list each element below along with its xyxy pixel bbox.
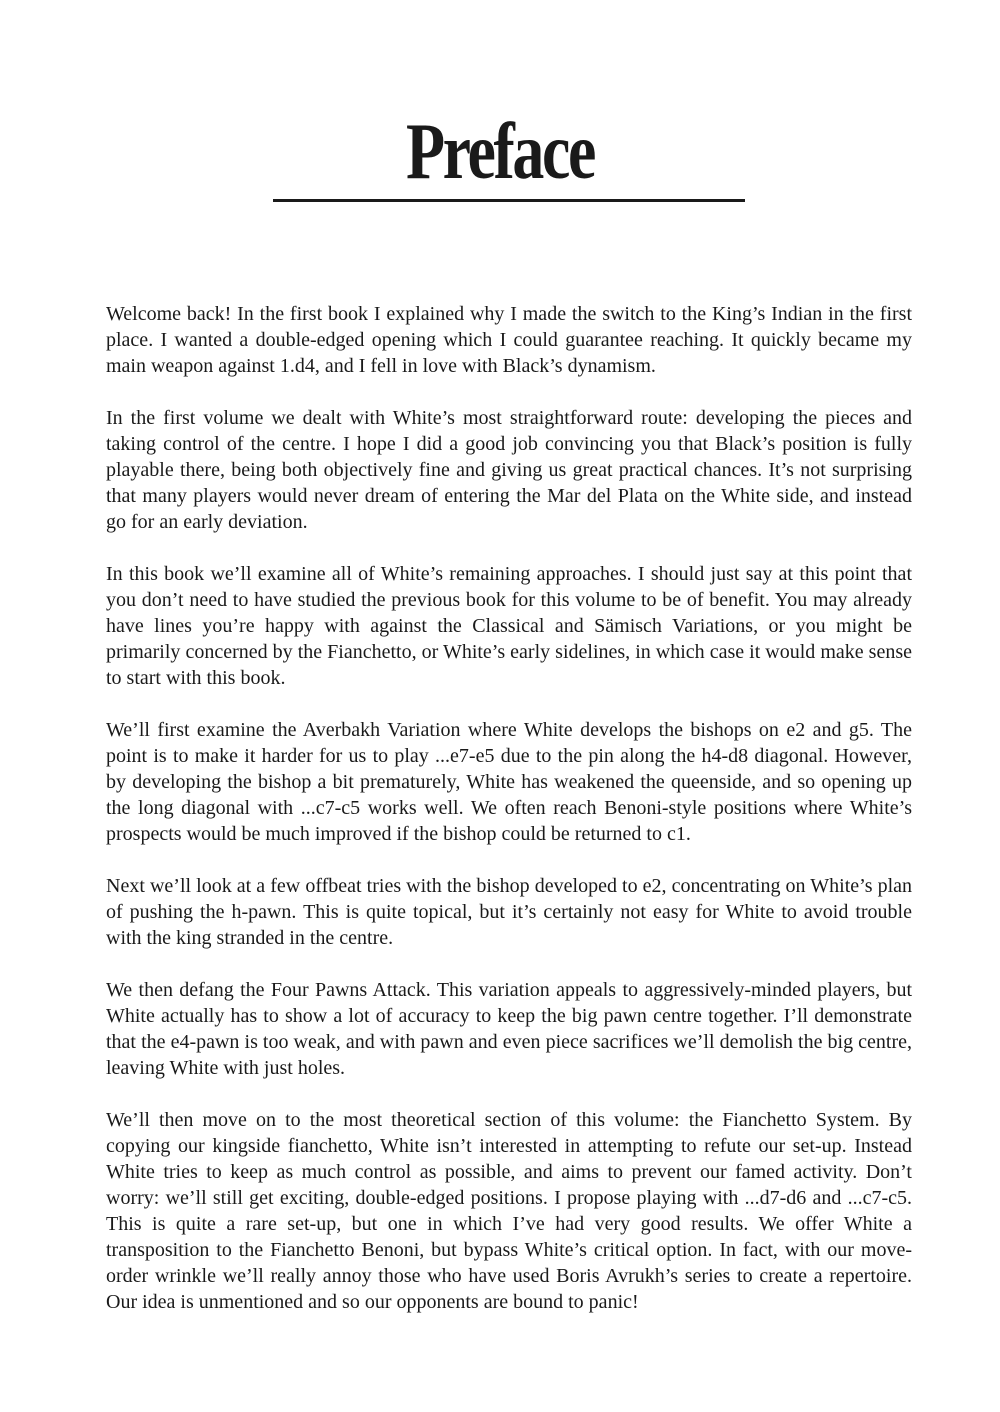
paragraph: We then defang the Four Pawns Attack. This variation appeals to aggressively-minded players, but White actually has to show a lot of accuracy to keep the big pawn centre together. I’ll demonstrate that the e4-pawn is too weak, and with pawn and even piece sacrifices we’ll demolish the big centre, leaving White with just holes. <box>106 979 912 1079</box>
page-title: Preface <box>405 108 595 196</box>
paragraph: We’ll then move on to the most theoretical section of this volume: the Fianchetto System. By copying our kingside fianchetto, White isn’t interested in attempting to refute our set-up. Instead White tries to keep as much control as possible, and aims to prevent our famed activity. Don’t worry: we’ll still get exciting, double-edged positions. I propose playing with ...d7-d6 and ...c7-c5. This is quite a rare set-up, but one in which I’ve had very good results. We offer White a transposition to the Fianchetto Benoni, but bypass White’s critical option. In fact, with our move-order wrinkle we’ll really annoy those who have used Boris Avrukh’s series to create a repertoire. Our idea is unmentioned and so our opponents are bound to panic! <box>106 1109 912 1313</box>
title-underline <box>273 199 745 202</box>
paragraph: In this book we’ll examine all of White’s remaining approaches. I should just say at this point that you don’t need to have studied the previous book for this volume to be of benefit. You may already have lines you’re happy with against the Classical and Sämisch Variations, or you might be primarily concerned by the Fianchetto, or White’s early sidelines, in which case it would make sense to start with this book. <box>106 563 912 689</box>
preface-body <box>106 301 912 1341</box>
paragraph: Next we’ll look at a few offbeat tries with the bishop developed to e2, concentrating on White’s plan of pushing the h-pawn. This is quite topical, but it’s certainly not easy for White to avoid trouble with the king stranded in the centre. <box>106 875 912 949</box>
paragraph: We’ll first examine the Averbakh Variation where White develops the bishops on e2 and g5. The point is to make it harder for us to play ...e7-e5 due to the pin along the h4-d8 diagonal. However, by developing the bishop a bit prematurely, White has weakened the queenside, and so opening up the long diagonal with ...c7-c5 works well. We often reach Benoni-style positions where White’s prospects would be much improved if the bishop could be returned to c1. <box>106 719 912 845</box>
paragraph: Welcome back! In the first book I explained why I made the switch to the King’s Indian in the first place. I wanted a double-edged opening which I could guarantee reaching. It quickly became my main weapon against 1.d4, and I fell in love with Black’s dynamism. <box>106 303 912 377</box>
paragraph: In the first volume we dealt with White’s most straightforward route: developing the pieces and taking control of the centre. I hope I did a good job convincing you that Black’s position is fully playable there, being both objectively fine and giving us great practical chances. It’s not surprising that many players would never dream of entering the Mar del Plata on the White side, and instead go for an early deviation. <box>106 407 912 533</box>
